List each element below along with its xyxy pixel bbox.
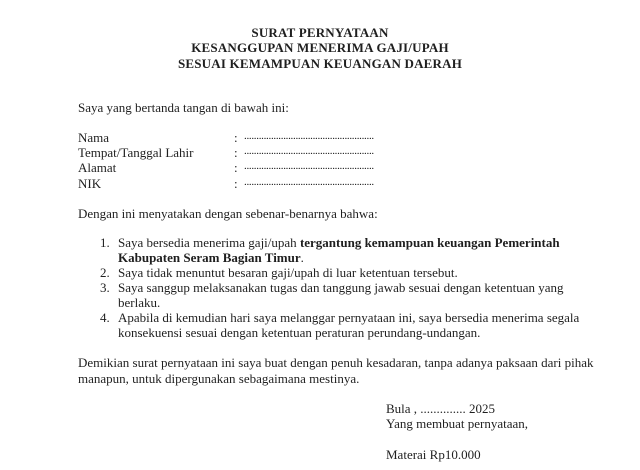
field-blank-tempat-tanggal-lahir: ..................................................... <box>244 145 374 157</box>
field-label-tempat-tanggal-lahir: Tempat/Tanggal Lahir <box>78 145 194 160</box>
list-item-number: 3. <box>100 280 110 295</box>
list-item-period: . <box>300 250 304 265</box>
field-separator: : <box>234 176 238 191</box>
list-item-number: 2. <box>100 265 110 280</box>
document-title-line-2: KESANGGUPAN MENERIMA GAJI/UPAH <box>191 40 449 55</box>
field-separator: : <box>234 130 238 145</box>
list-item-text: Saya tidak menuntut besaran gaji/upah di luar ketentuan tersebut. <box>118 265 458 280</box>
list-item <box>96 310 586 340</box>
statement-text: Dengan ini menyatakan dengan sebenar-benarnya bahwa: <box>78 206 378 221</box>
list-item-text: Saya sanggup melaksanakan tugas dan tanggung jawab sesuai dengan ketentuan yang berlaku. <box>118 280 564 310</box>
field-label-nik: NIK <box>78 176 102 191</box>
signature-materai: Materai Rp10.000 <box>386 447 481 462</box>
list-item <box>96 280 586 310</box>
statement-list <box>96 235 586 340</box>
signature-maker: Yang membuat pernyataan, <box>386 416 529 431</box>
list-item-number: 1. <box>100 235 110 250</box>
field-blank-nik: ..................................................... <box>244 176 374 188</box>
field-blank-nama: ..................................................... <box>244 130 374 142</box>
list-item-bold-text: tergantung kemampuan keuangan Pemerintah Kabupaten Seram Bagian Timur <box>118 235 560 265</box>
list-item-text: Saya bersedia menerima gaji/upah <box>118 235 300 250</box>
field-separator: : <box>234 160 238 175</box>
signature-place-date: Bula , .............. 2025 <box>386 401 496 416</box>
document-title-line-1: SURAT PERNYATAAN <box>251 25 389 40</box>
document-title-line-3: SESUAI KEMAMPUAN KEUANGAN DAERAH <box>177 56 463 71</box>
field-label-nama: Nama <box>78 130 110 145</box>
closing-paragraph: Demikian surat pernyataan ini saya buat dengan penuh kesadaran, tanpa adanya paksaan dari pihak manapun, untuk dipergunakan sebagaimana mestinya. <box>78 355 594 386</box>
intro-text: Saya yang bertanda tangan di bawah ini: <box>78 100 289 115</box>
field-blank-alamat: ..................................................... <box>244 160 374 172</box>
field-label-alamat: Alamat <box>78 160 117 175</box>
list-item <box>96 265 586 280</box>
field-separator: : <box>234 145 238 160</box>
list-item-text: Apabila di kemudian hari saya melanggar pernyataan ini, saya bersedia menerima segala konsekuensi sesuai dengan ketentuan peraturan perundang-undangan. <box>118 310 580 340</box>
list-item-number: 4. <box>100 310 110 325</box>
list-item <box>96 235 586 265</box>
